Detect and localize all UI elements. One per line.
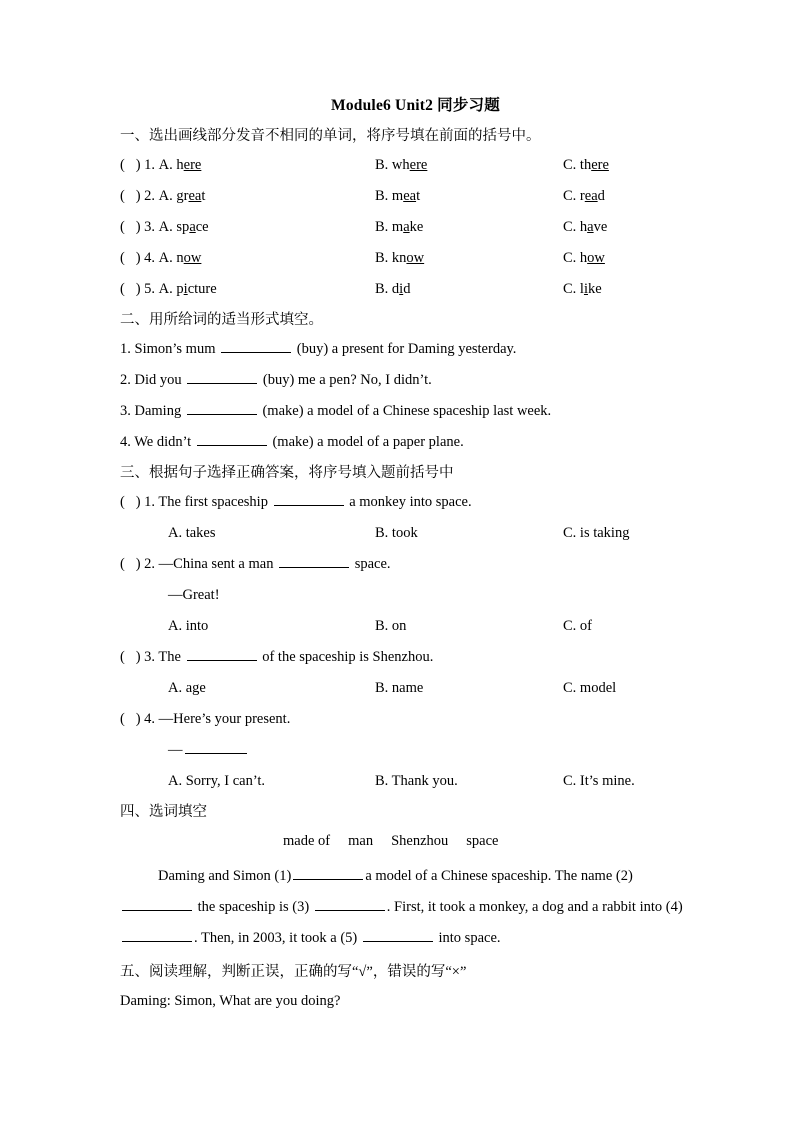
item-number: 3.	[120, 403, 131, 419]
mc-option-c[interactable]: C. of	[563, 618, 592, 634]
option-label: C.	[563, 219, 577, 235]
word-pre: h	[579, 250, 588, 266]
word-pre: m	[391, 188, 404, 204]
sentence-after: (buy) a present for Daming yesterday.	[296, 341, 517, 357]
mc-option-a[interactable]: A. age	[168, 680, 206, 696]
option-label: B.	[375, 219, 389, 235]
fill-row-2	[120, 370, 693, 390]
option-label: A.	[158, 250, 173, 266]
passage-part-3: the spaceship is (3)	[197, 899, 310, 915]
mc-options-4	[120, 771, 693, 791]
sentence-after: (make) a model of a Chinese spaceship last week.	[262, 403, 552, 419]
mc-option-b[interactable]: B. took	[375, 525, 418, 541]
word-post: t	[416, 188, 421, 204]
answer-blank[interactable]	[279, 554, 349, 568]
word-underlined: ow	[183, 250, 202, 266]
sentence-after: (make) a model of a paper plane.	[272, 434, 464, 450]
option-label: C.	[563, 157, 577, 173]
mc-option-c[interactable]: C. is taking	[563, 525, 630, 541]
phonics-option-a[interactable]: ( ) 5. A. picture	[120, 281, 217, 297]
stem-before: The	[158, 649, 181, 665]
answer-blank[interactable]	[274, 492, 344, 506]
item-number: 4.	[120, 434, 131, 450]
option-label: A.	[158, 219, 173, 235]
fill-row-4	[120, 432, 693, 452]
mc-option-b[interactable]: B. on	[375, 618, 407, 634]
word-pre: n	[176, 250, 184, 266]
word-pre: d	[391, 281, 400, 297]
item-number: 2.	[144, 556, 156, 572]
answer-blank[interactable]	[363, 928, 433, 942]
mc-option-c[interactable]: C. model	[563, 680, 617, 696]
mc-option-b[interactable]: B. Thank you.	[375, 773, 458, 789]
option-label: B.	[375, 157, 389, 173]
item-number: 1.	[120, 341, 131, 357]
word-underlined: ow	[587, 250, 605, 266]
word-post: ke	[409, 219, 424, 235]
word-pre: h	[176, 157, 184, 173]
word-underlined: a	[189, 219, 196, 235]
phonics-option-c[interactable]	[563, 248, 605, 268]
item-number: 3.	[144, 649, 156, 665]
stem-after: space.	[354, 556, 391, 572]
passage-part-4: . First, it took a monkey, a dog and a rabbit into (4)	[386, 899, 683, 915]
mc-options-2	[120, 616, 693, 636]
word-pre: l	[579, 281, 584, 297]
document-content	[120, 96, 693, 1022]
stem-after: of the spaceship is Shenzhou.	[262, 649, 434, 665]
mc-stem-2: ( ) 2. —China sent a man space.	[120, 556, 391, 572]
word-underlined: i	[583, 281, 588, 297]
mc-stem-1: ( ) 1. The first spaceship a monkey into space.	[120, 494, 472, 510]
stem-before: —China sent a man	[158, 556, 274, 572]
mc-options-3	[120, 678, 693, 698]
word-bank-item-4: space	[466, 833, 499, 849]
option-label: A.	[158, 188, 173, 204]
phonics-option-b[interactable]	[375, 279, 410, 299]
word-bank	[120, 831, 693, 851]
sentence-before: Simon’s mum	[134, 341, 216, 357]
word-underlined: a	[587, 219, 594, 235]
phonics-row-3	[120, 217, 693, 237]
answer-blank[interactable]	[187, 401, 257, 415]
answer-blank[interactable]	[122, 928, 192, 942]
sentence-before: We didn’t	[134, 434, 192, 450]
option-label: C.	[563, 188, 577, 204]
mc-option-a[interactable]: A. takes	[168, 525, 216, 541]
mc-option-c[interactable]: C. It’s mine.	[563, 773, 635, 789]
option-label: C.	[563, 250, 577, 266]
word-post: d	[597, 188, 605, 204]
stem-after: a monkey into space.	[349, 494, 472, 510]
word-pre: h	[579, 219, 588, 235]
phonics-option-a[interactable]: ( ) 4. A. now	[120, 250, 202, 266]
item-number: 4.	[144, 250, 156, 266]
section-1-heading: 一、选出画线部分发音不相同的单词，将序号填在前面的括号中。	[120, 128, 541, 144]
word-underlined: i	[399, 281, 404, 297]
item-number: 4.	[144, 711, 156, 727]
word-bank-item-3: Shenzhou	[391, 833, 449, 849]
answer-blank[interactable]	[187, 370, 257, 384]
phonics-option-a[interactable]: ( ) 1. A. here	[120, 157, 202, 173]
page-title: Module6 Unit2 同步习题	[331, 97, 500, 114]
word-pre: gr	[176, 188, 189, 204]
item-number: 3.	[144, 219, 156, 235]
phonics-option-b[interactable]	[375, 186, 420, 206]
section-4-heading: 四、选词填空	[120, 804, 207, 820]
option-label: B.	[375, 250, 389, 266]
item-number: 1.	[144, 494, 156, 510]
word-underlined: i	[183, 281, 188, 297]
answer-blank[interactable]	[315, 897, 385, 911]
stem-before: —Here’s your present.	[158, 711, 291, 727]
mc-option-a[interactable]: A. Sorry, I can’t.	[168, 773, 266, 789]
word-bank-item-1: made of	[283, 833, 331, 849]
word-underlined: ea	[188, 188, 202, 204]
dialogue-reply-blank	[168, 740, 249, 760]
fill-row-3	[120, 401, 693, 421]
phonics-option-c[interactable]	[563, 186, 605, 206]
mc-stem-4: ( ) 4. —Here’s your present.	[120, 711, 291, 727]
item-number: 1.	[144, 157, 156, 173]
phonics-option-b[interactable]	[375, 155, 427, 175]
word-underlined: ea	[403, 188, 417, 204]
phonics-option-c[interactable]	[563, 155, 609, 175]
dialogue-reply: —Great!	[168, 587, 220, 603]
option-label: A.	[158, 281, 173, 297]
mc-stem-3: ( ) 3. The of the spaceship is Shenzhou.	[120, 649, 434, 665]
option-label: B.	[375, 188, 389, 204]
reading-line-1: Daming: Simon, What are you doing?	[120, 993, 341, 1009]
em-dash: —	[168, 742, 183, 758]
passage-part-2: a model of a Chinese spaceship. The name (2)	[365, 868, 633, 884]
answer-blank[interactable]	[293, 866, 363, 880]
phonics-option-b[interactable]	[375, 217, 423, 237]
section-5-heading: 五、阅读理解，判断正误，正确的写“√”，错误的写“×”	[120, 964, 467, 980]
word-pre: m	[391, 219, 404, 235]
phonics-option-c[interactable]	[563, 217, 607, 237]
mc-reply-4	[120, 740, 693, 760]
phonics-option-c[interactable]	[563, 279, 602, 299]
word-post: d	[403, 281, 411, 297]
section-2-heading: 二、用所给词的适当形式填空。	[120, 312, 323, 328]
word-pre: r	[579, 188, 585, 204]
mc-options-1	[120, 523, 693, 543]
passage-part-1: Daming and Simon (1)	[158, 868, 292, 884]
sentence-after: (buy) me a pen? No, I didn’t.	[262, 372, 432, 388]
word-pre: p	[176, 281, 184, 297]
answer-blank[interactable]	[221, 339, 291, 353]
sentence-before: Daming	[134, 403, 182, 419]
mc-option-a[interactable]: A. into	[168, 618, 209, 634]
word-underlined: ere	[183, 157, 202, 173]
passage-part-5: . Then, in 2003, it took a (5)	[194, 930, 358, 946]
word-post: ve	[593, 219, 608, 235]
word-post: t	[201, 188, 206, 204]
word-underlined: a	[403, 219, 410, 235]
stem-before: The first spaceship	[158, 494, 268, 510]
word-pre: kn	[391, 250, 407, 266]
word-bank-item-2: man	[348, 833, 374, 849]
phonics-row-4	[120, 248, 693, 268]
word-post: ce	[195, 219, 209, 235]
option-label: C.	[563, 281, 577, 297]
mc-reply-2	[120, 585, 693, 605]
word-underlined: ere	[591, 157, 609, 173]
phonics-option-a[interactable]: ( ) 2. A. great	[120, 188, 206, 204]
option-label: B.	[375, 281, 389, 297]
item-number: 2.	[144, 188, 156, 204]
item-number: 2.	[120, 372, 131, 388]
word-underlined: ow	[406, 250, 425, 266]
answer-blank[interactable]	[185, 740, 247, 754]
word-underlined: ea	[584, 188, 598, 204]
phonics-row-5	[120, 279, 693, 299]
word-pre: wh	[391, 157, 410, 173]
cloze-passage	[120, 861, 693, 954]
word-underlined: ere	[409, 157, 428, 173]
word-pre: sp	[176, 219, 190, 235]
word-pre: th	[579, 157, 592, 173]
mc-option-b[interactable]: B. name	[375, 680, 424, 696]
word-post: cture	[187, 281, 217, 297]
option-label: A.	[158, 157, 173, 173]
phonics-row-1	[120, 155, 693, 175]
fill-row-1	[120, 339, 693, 359]
answer-blank[interactable]	[197, 432, 267, 446]
section-3-heading: 三、根据句子选择正确答案，将序号填入题前括号中	[120, 465, 454, 481]
phonics-option-b[interactable]	[375, 248, 424, 268]
answer-blank[interactable]	[122, 897, 192, 911]
word-post: ke	[587, 281, 602, 297]
item-number: 5.	[144, 281, 156, 297]
answer-blank[interactable]	[187, 647, 257, 661]
phonics-option-a[interactable]: ( ) 3. A. space	[120, 219, 209, 235]
passage-part-6: into space.	[438, 930, 501, 946]
phonics-row-2	[120, 186, 693, 206]
sentence-before: Did you	[134, 372, 182, 388]
